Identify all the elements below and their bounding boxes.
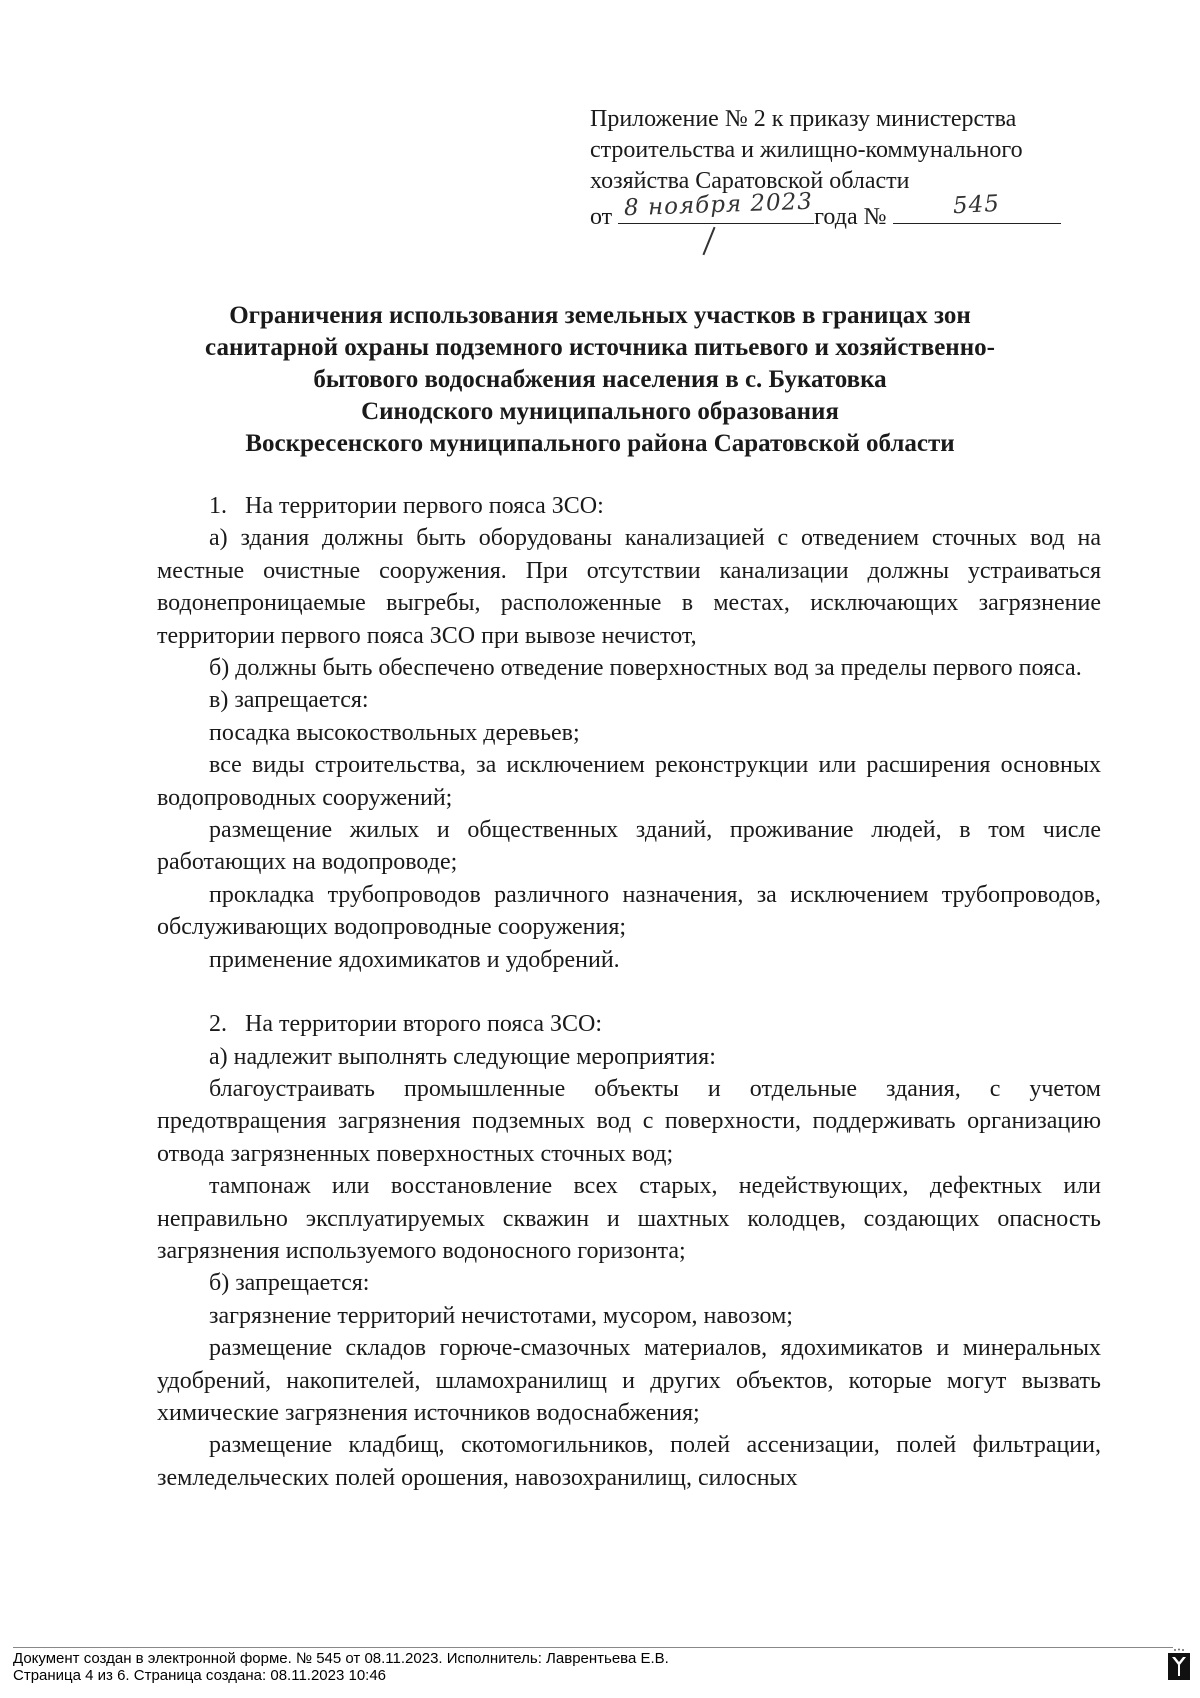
appendix-header (590, 104, 1110, 233)
document-title (150, 300, 1050, 460)
section-gap (157, 976, 1101, 1008)
paragraph: благоустраивать промышленные объекты и отдельные здания, с учетом предотвращения загрязнения подземных вод с поверхности, поддерживать организацию отвода загрязненных поверхностных сточных вод; (157, 1075, 1101, 1167)
paragraph: а) здания должны быть оборудованы канализацией с отведением сточных вод на местные очистные сооружения. При отсутствии канализации должны устраиваться водонепроницаемые выгребы, расположенные в местах, исключающих загрязнение территории первого пояса ЗСО при вывозе нечистот, (157, 525, 1101, 649)
regional-emblem-icon (1166, 1648, 1192, 1682)
title-line-5: Воскресенского муниципального района Саратовской области (245, 430, 955, 457)
handwritten-date: 8 ноября 2023 (623, 188, 814, 222)
paragraph: прокладка трубопроводов различного назначения, за исключением трубопроводов, обслуживающих водопроводные сооружения; (157, 881, 1101, 941)
paragraph: загрязнение территорий нечистотами, мусором, навозом; (209, 1302, 793, 1329)
footer-line-2: Страница 4 из 6. Страница создана: 08.11.2023 10:46 (13, 1667, 387, 1684)
appendix-line-3: хозяйства Саратовской области (590, 168, 910, 194)
from-label: от (590, 204, 613, 230)
paragraph: тампонаж или восстановление всех старых, недействующих, дефектных или неправильно эксплуатируемых скважин и шахтных колодцев, создающих опасность загрязнения используемого водоносного горизонта; (157, 1173, 1101, 1264)
appendix-line-4 (590, 188, 1110, 233)
document-body (157, 490, 1101, 1494)
paragraph: б) должны быть обеспечено отведение поверхностных вод за пределы первого пояса. (209, 655, 1082, 682)
title-line-4: Синодского муниципального образования (361, 398, 839, 425)
paragraph: б) запрещается: (209, 1270, 370, 1297)
paragraph: размещение кладбищ, скотомогильников, полей ассенизации, полей фильтрации, земледельческих полей орошения, навозохранилищ, силосных (157, 1432, 1101, 1491)
paragraph: все виды строительства, за исключением реконструкции или расширения основных водопроводных сооружений; (157, 752, 1101, 811)
paragraph: размещение складов горюче-смазочных материалов, ядохимикатов и минеральных удобрений, накопителей, шламохранилищ и других объектов, которые могут вызвать химические загрязнения источников водоснабжения; (157, 1335, 1101, 1426)
title-line-2: санитарной охраны подземного источника питьевого и хозяйственно- (205, 334, 995, 361)
title-line-1: Ограничения использования земельных участков в границах зон (229, 302, 971, 329)
paragraph: посадка высокоствольных деревьев; (209, 719, 580, 746)
appendix-line-2: строительства и жилищно-коммунального (590, 137, 1023, 163)
appendix-line-1: Приложение № 2 к приказу министерства (590, 106, 1017, 132)
handwritten-number: 545 (951, 190, 1001, 220)
section-1-heading: 1. На территории первого пояса ЗСО: (209, 493, 604, 519)
section-2-heading: 2. На территории второго пояса ЗСО: (209, 1011, 603, 1038)
date-field (618, 188, 814, 224)
number-field (893, 190, 1061, 224)
paragraph: размещение жилых и общественных зданий, проживание людей, в том числе работающих на водопроводе; (157, 817, 1101, 876)
year-label: года № (814, 204, 887, 230)
footer-divider (13, 1647, 1173, 1648)
paragraph: а) надлежит выполнять следующие мероприятия: (209, 1043, 716, 1070)
footer-line-1: Документ создан в электронной форме. № 545 от 08.11.2023. Исполнитель: Лаврентьева Е.В. (13, 1650, 669, 1667)
title-line-3: бытового водоснабжения населения в с. Букатовка (313, 366, 887, 393)
paragraph: применение ядохимикатов и удобрений. (209, 946, 620, 973)
paragraph: в) запрещается: (209, 687, 369, 714)
document-footer (13, 1650, 669, 1684)
